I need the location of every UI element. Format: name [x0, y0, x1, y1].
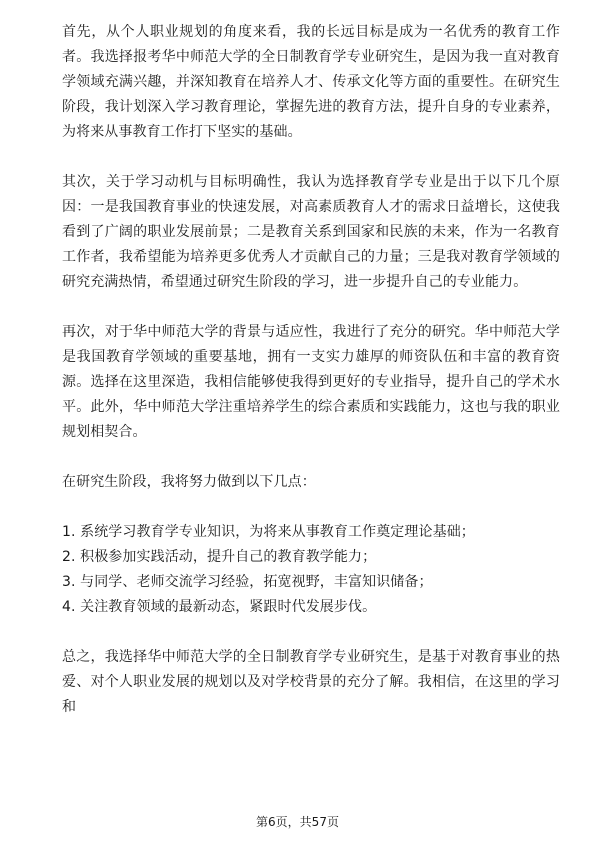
paragraph-career-goal: 首先，从个人职业规划的角度来看，我的长远目标是成为一名优秀的教育工作者。我选择报考华中师范大学的全日制教育学专业研究生，是因为我一直对教育学领域充满兴趣，并深知教育在培养人才、传承文化等方面的重要性。在研究生阶段，我计划深入学习教育理论，掌握先进的教育方法，提升自身的专业素养，为将来从事教育工作打下坚实的基础。 — [62, 24, 560, 140]
plan-list — [62, 520, 560, 620]
page-content — [62, 20, 560, 745]
list-item: 2. 积极参加实践活动，提升自己的教育教学能力； — [62, 549, 377, 565]
list-item: 3. 与同学、老师交流学习经验，拓宽视野，丰富知识储备； — [62, 574, 433, 590]
paragraph-conclusion: 总之，我选择华中师范大学的全日制教育学专业研究生，是基于对教育事业的热爱、对个人职业发展的规划以及对学校背景的充分了解。我相信，在这里的学习和 — [62, 649, 560, 715]
list-item: 1. 系统学习教育学专业知识，为将来从事教育工作奠定理论基础； — [62, 524, 475, 540]
page-number: 第6页，共57页 — [256, 815, 339, 829]
paragraph-school-background: 再次，对于华中师范大学的背景与适应性，我进行了充分的研究。华中师范大学是我国教育学领域的重要基地，拥有一支实力雄厚的师资队伍和丰富的教育资源。选择在这里深造，我相信能够使我得到更好的专业指导，提升自己的学术水平。此外，华中师范大学注重培养学生的综合素质和实践能力，这也与我的职业规划相契合。 — [62, 324, 560, 440]
paragraph-plan-intro: 在研究生阶段，我将努力做到以下几点： — [62, 474, 316, 490]
list-item: 4. 关注教育领域的最新动态，紧跟时代发展步伐。 — [62, 599, 377, 615]
paragraph-motivation: 其次，关于学习动机与目标明确性，我认为选择教育学专业是出于以下几个原因：一是我国教育事业的快速发展，对高素质教育人才的需求日益增长，这使我看到了广阔的职业发展前景；二是教育关系到国家和民族的未来，作为一名教育工作者，我希望能为培养更多优秀人才贡献自己的力量；三是我对教育学领域的研究充满热情，希望通过研究生阶段的学习，进一步提升自己的专业能力。 — [62, 174, 560, 290]
